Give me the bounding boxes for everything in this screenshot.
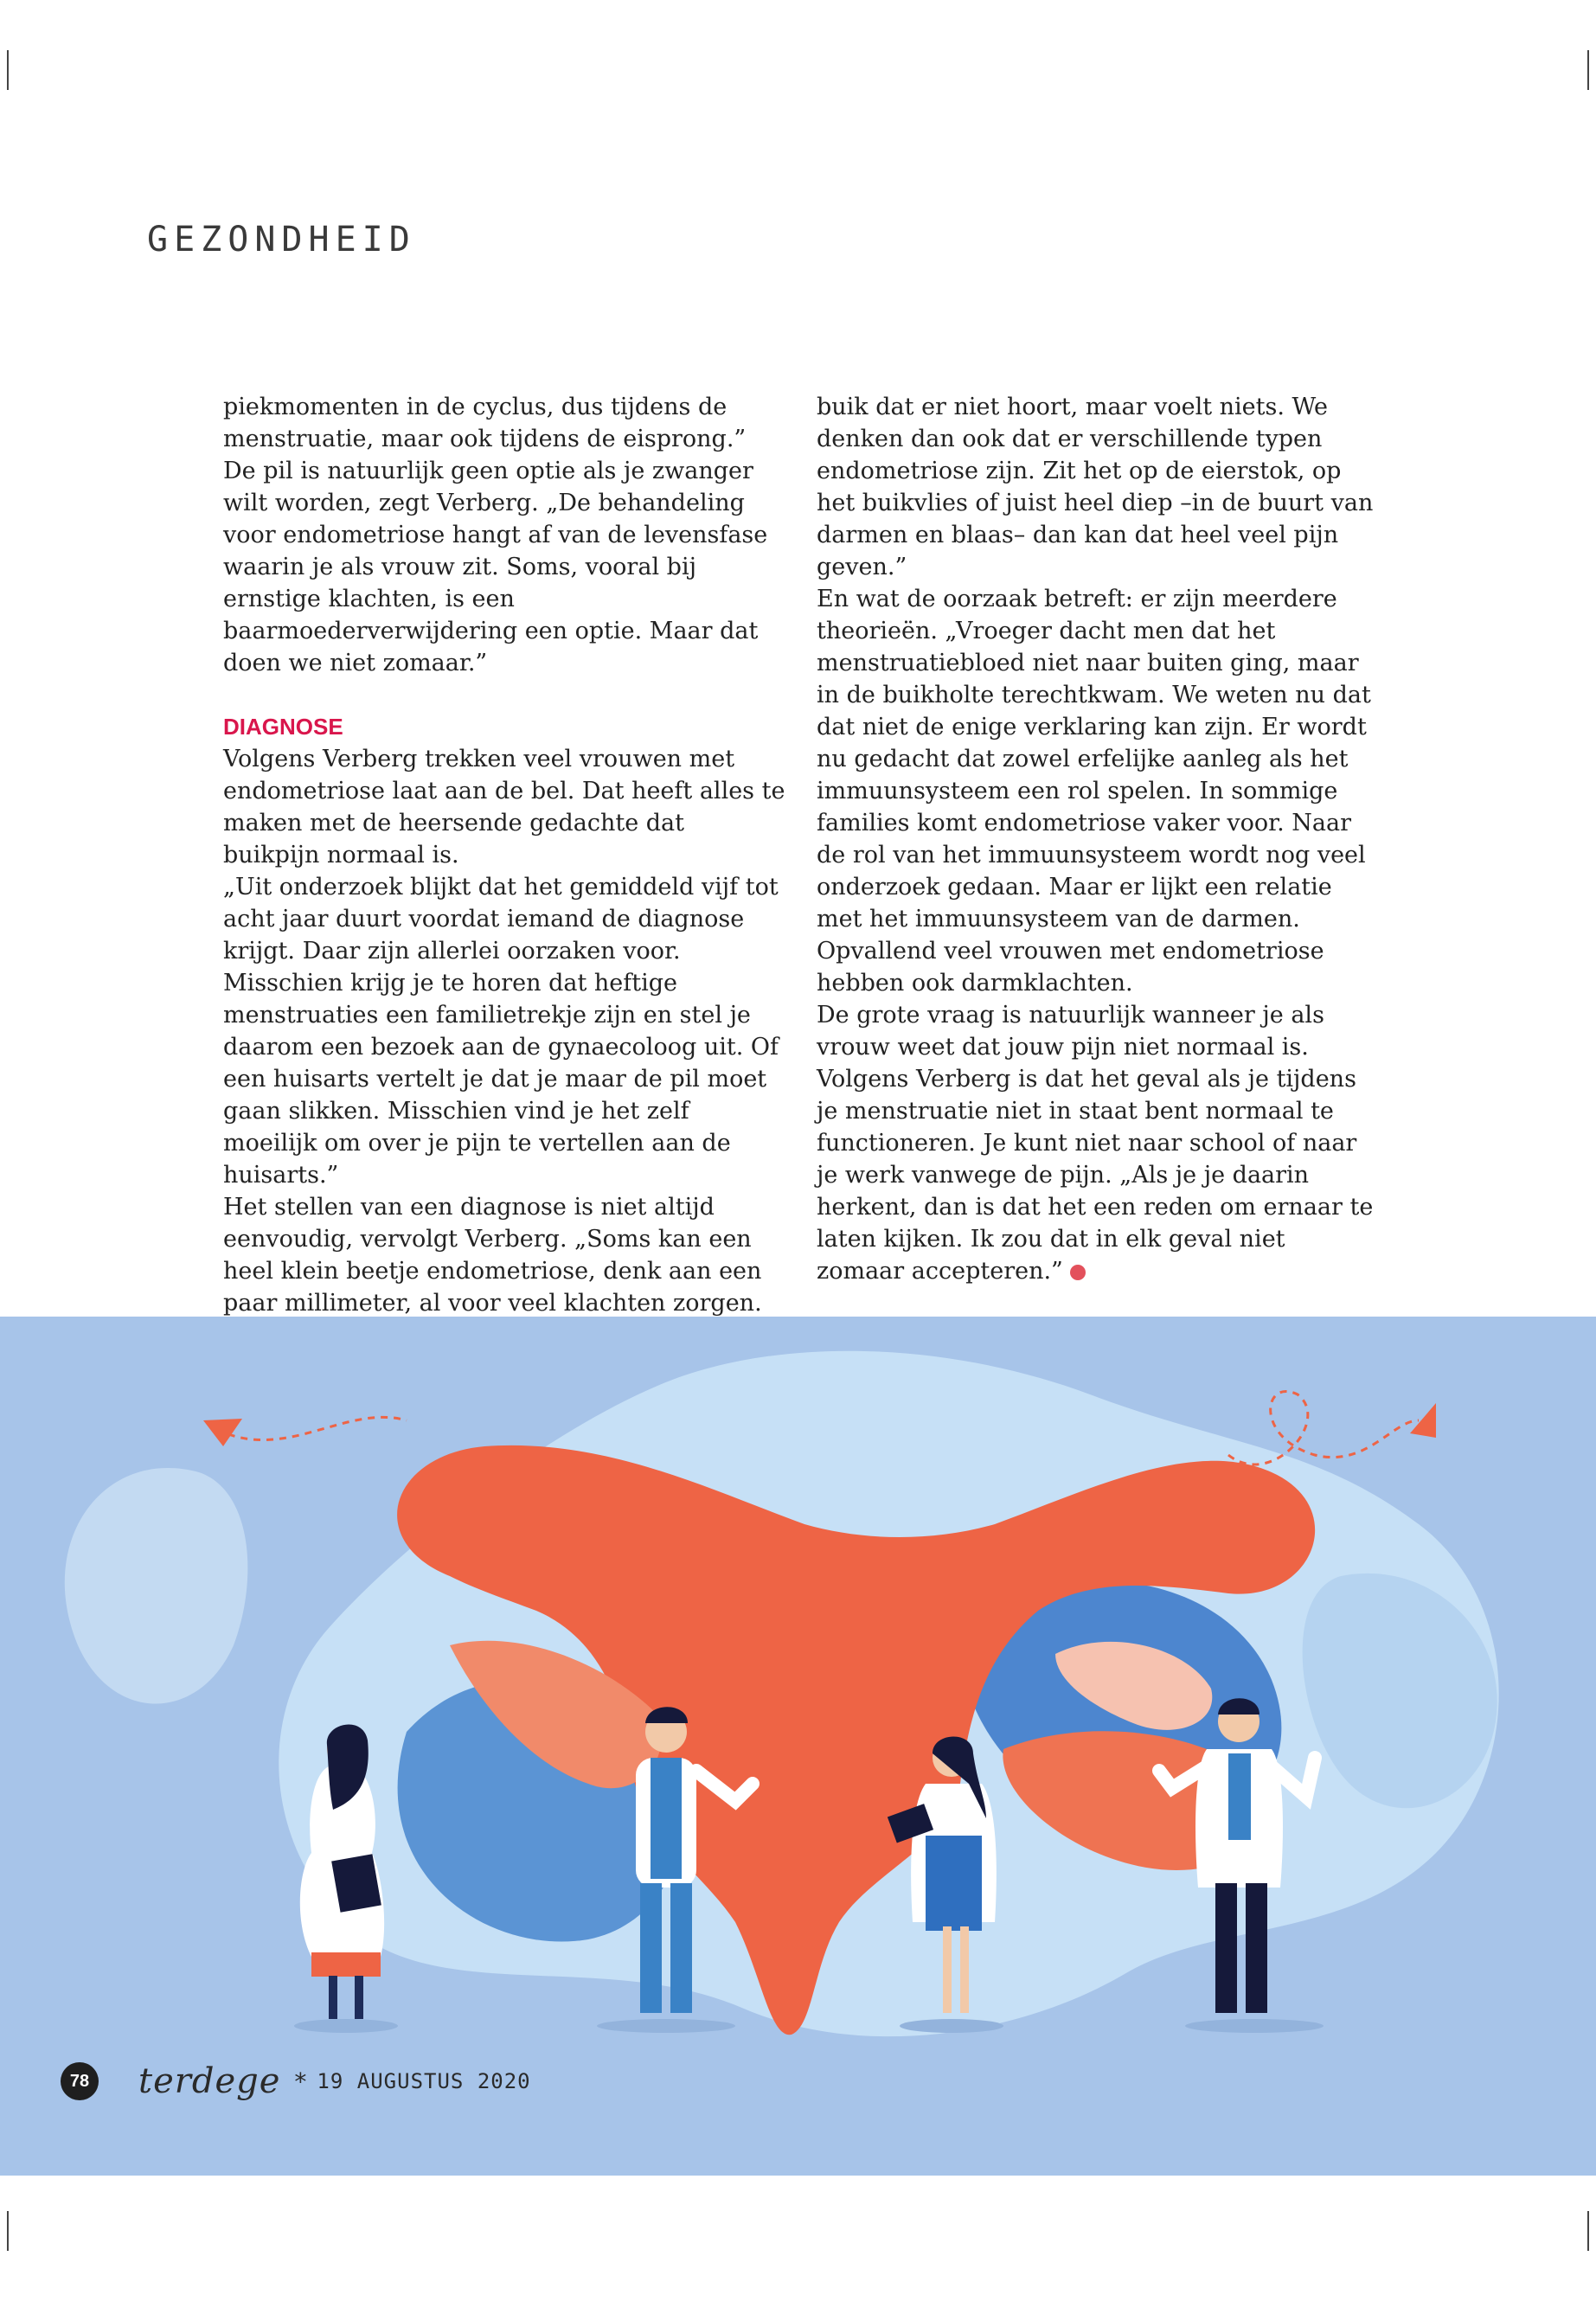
paragraph: „Uit onderzoek blijkt dat het gemiddeld vijf tot acht jaar duurt voordat iemand de diagnose krijgt. Daar zijn allerlei oorzaken voor. Misschien krijg je te horen dat heftige menstruaties een familietrekje zijn en stel je daarom een bezoek aan de gynaecoloog uit. Of een huisarts vertelt je dat je maar de pil moet gaan slikken. Misschien vind je het zelf moeilijk om over je pijn te vertellen aan de huisarts.” bbox=[223, 874, 779, 1189]
article-column-right bbox=[817, 391, 1379, 1287]
paragraph: buik dat er niet hoort, maar voelt niets. We denken dan ook dat er verschillende typen endometriose zijn. Zit het op de eierstok, op het buikvlies of juist heel diep –in de buurt van darmen en blaas– dan kan dat heel veel pijn geven.” bbox=[817, 394, 1374, 580]
article-column-left bbox=[223, 391, 785, 1383]
paragraph-text: De grote vraag is natuurlijk wanneer je als vrouw weet dat jouw pijn niet normaal is. Volgens Verberg is dat het geval als je tijdens je menstruatie niet in staat bent normaal te functioneren. Je kunt niet naar school of naar je werk vanwege de pijn. „Als je je daarin herkent, dan is dat het een reden om ernaar te laten kijken. Ik zou dat in elk geval niet zomaar accepteren.” bbox=[817, 1002, 1374, 1285]
page-footer bbox=[61, 2060, 531, 2103]
illustration-uterus-doctors bbox=[0, 1317, 1596, 2176]
crop-mark bbox=[7, 2211, 9, 2251]
blob-shape bbox=[65, 1468, 248, 1703]
crop-mark bbox=[7, 50, 9, 90]
shadow bbox=[1185, 2019, 1324, 2033]
shadow bbox=[597, 2019, 735, 2033]
shadow bbox=[294, 2019, 398, 2033]
paragraph: piekmomenten in de cyclus, dus tijdens de menstruatie, maar ook tijdens de eisprong.” De pil is natuurlijk geen optie als je zwanger wilt worden, zegt Verberg. „De behandeling voor endometriose hangt af van de levensfase waarin je als vrouw zit. Soms, vooral bij ernstige klachten, is een baarmoederverwijdering een optie. Maar dat doen we niet zomaar.” bbox=[223, 394, 768, 676]
issue-date: 19 AUGUSTUS 2020 bbox=[317, 2069, 531, 2093]
paragraph: Volgens Verberg trekken veel vrouwen met endometriose laat aan de bel. Dat heeft alles te maken met de heersende gedachte dat buikpijn normaal is. bbox=[223, 746, 785, 868]
crop-mark bbox=[1587, 2211, 1589, 2251]
paragraph: Het stellen van een diagnose is niet altijd eenvoudig, vervolgt Verberg. „Soms kan een heel klein beetje endometriose, denk aan een paar millimeter, al voor veel klachten zorgen. bbox=[223, 1194, 762, 1317]
paragraph bbox=[817, 999, 1379, 1287]
arrow-head bbox=[1410, 1403, 1436, 1438]
shadow bbox=[900, 2019, 1003, 2033]
magazine-name: terdege bbox=[138, 2061, 281, 2101]
subheading-diagnose: DIAGNOSE bbox=[223, 714, 343, 740]
page-number: 78 bbox=[61, 2062, 99, 2100]
illustration-svg bbox=[0, 1317, 1596, 2176]
arrow-head bbox=[203, 1419, 242, 1446]
end-mark-icon bbox=[1070, 1265, 1086, 1280]
separator-icon: * bbox=[294, 2067, 307, 2096]
crop-mark bbox=[1587, 50, 1589, 90]
paragraph: En wat de oorzaak betreft: er zijn meerdere theorieën. „Vroeger dacht men dat het menstruatiebloed niet naar buiten ging, maar in de buikholte terechtkwam. We weten nu dat dat niet de enige verklaring kan zijn. Er wordt nu gedacht dat zowel erfelijke aanleg als het immuunsysteem een rol spelen. In sommige families komt endometriose vaker voor. Naar de rol van het immuunsysteem wordt nog veel onderzoek gedaan. Maar er lijkt een relatie met het immuunsysteem van de darmen. Opvallend veel vrouwen met endometriose hebben ook darmklachten. bbox=[817, 586, 1371, 997]
section-label: GEZONDHEID bbox=[147, 220, 416, 260]
dashed-arrow bbox=[216, 1417, 407, 1439]
